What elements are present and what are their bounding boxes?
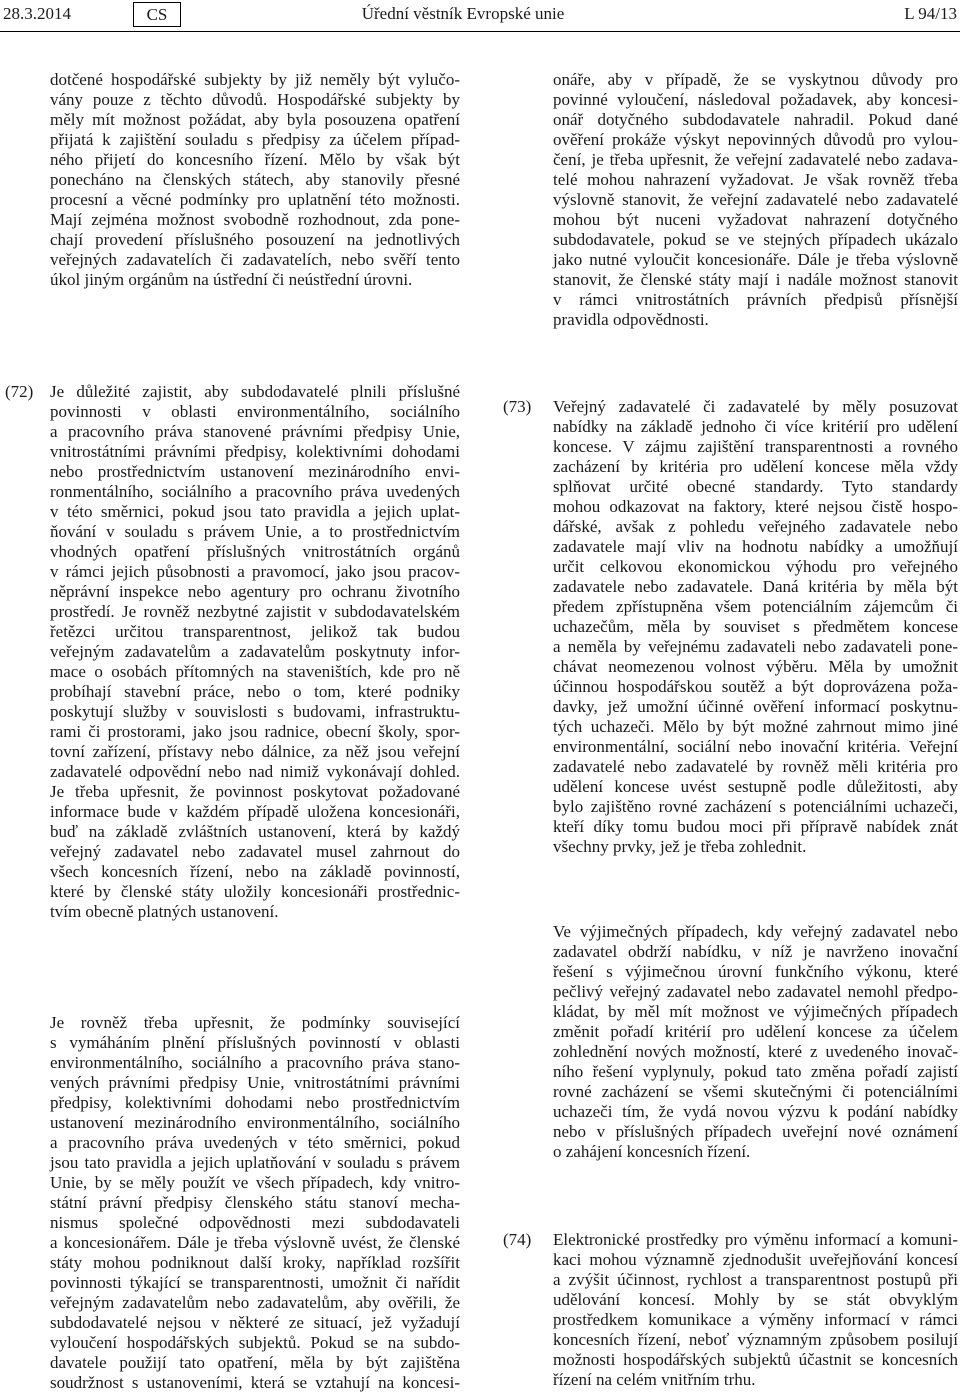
text-line: Je rovněž třeba upřesnit, že podmínky související	[50, 1013, 460, 1032]
text-line: Mají zejména možnost svobodně rozhodnout, zda pone-	[50, 210, 460, 229]
language-code-badge: CS	[133, 2, 181, 27]
text-line: určit celkovou ekonomickou výhodu pro veřejného	[553, 557, 958, 576]
text-line: vených právními předpisy Unie, vnitrostátními právními	[50, 1073, 460, 1092]
text-line: zadavatele nebo zadavatele. Daná kritéria by měla být	[553, 577, 958, 596]
text-line: koncese. V zájmu zajištění transparentnosti a rovného	[553, 437, 958, 456]
text-line: dotčené hospodářské subjekty by již neměly být vylučo-	[50, 70, 460, 89]
text-line: vyloučení hospodářských subjektů. Pokud se na subdo-	[50, 1333, 460, 1352]
text-line: kládat, by měl mít možnost ve výjimečných případech	[553, 1002, 958, 1021]
text-line: kaci mohou významně zjednodušit uveřejňování koncesí	[553, 1250, 958, 1269]
text-line: environmentální, sociální nebo inovační kritéria. Veřejní	[553, 737, 958, 756]
recital-74-number: (74)	[503, 1230, 532, 1249]
text-line: a pracovního práva stanovené právními předpisy Unie,	[50, 422, 460, 441]
text-line: pečlivý veřejný zadavatel nebo zadavatel nemohl předpo-	[553, 982, 958, 1001]
publication-date: 28.3.2014	[3, 4, 71, 23]
text-line: bylo zajištěno rovné zacházení s potenciálními uchazeči,	[553, 797, 958, 816]
text-line: nabídky na základě jednoho či více kritérií pro udělení	[553, 417, 958, 436]
text-line: všechny prvky, jež je třeba zohlednit.	[553, 837, 807, 856]
text-line: veřejným zadavatelům a zadavatelům poskytnuty infor-	[50, 642, 460, 661]
text-line: prostředkem komunikace a výměny informací v rámci	[553, 1310, 958, 1329]
text-line: v rámci vnitrostátních právních předpisů přísnější	[553, 290, 958, 309]
text-line: splňovat určité obecné standardy. Tyto standardy	[553, 477, 958, 496]
text-line: s vymáháním plnění příslušných povinností v oblasti	[50, 1033, 460, 1052]
text-line: možnosti hospodářských subjektů účastnit se koncesních	[553, 1350, 958, 1369]
text-line: udělování koncesí. Mohly by se stát obvyklým	[553, 1290, 958, 1309]
text-line: ňování v souladu s právem Unie, a to prostřednictvím	[50, 522, 460, 541]
text-line: něprávní inspekce nebo agentury pro ochranu životního	[50, 582, 460, 601]
text-line: úkol jiným orgánům na ústřední či neústřední úrovni.	[50, 270, 413, 289]
text-line: o zahájení koncesních řízení.	[553, 1142, 751, 1161]
recital-73-paragraph-1	[553, 397, 958, 857]
text-line: tovní zařízení, přístavy nebo dálnice, za něž jsou veřejní	[50, 742, 460, 761]
text-line: veřejných zadavatelích či zadavatelích, nebo svěří tento	[50, 250, 460, 269]
text-line: jako nutné vyloučit koncesionáře. Dále je třeba výslovně	[553, 250, 958, 269]
text-line: předem zpřístupněna všem potenciálním zájemcům či	[553, 597, 958, 616]
text-line: povinnosti týkající se transparentnosti, umožnit či nařídit	[50, 1273, 460, 1292]
text-line: ponecháno na členských státech, aby stanovily přesné	[50, 170, 460, 189]
text-line: tvím obecně platných ustanovení.	[50, 902, 279, 921]
text-line: subdodavatele, pokud se ve stejných případech ukázalo	[553, 230, 958, 249]
text-line: vhodných opatření příslušných vnitrostátních orgánů	[50, 542, 460, 561]
text-line: procesní a věcné podmínky pro uplatnění této možnosti.	[50, 190, 460, 209]
right-continued-paragraph	[553, 70, 958, 330]
recital-72-number: (72)	[5, 382, 34, 401]
text-line: udělení koncese uvést sestupně podle důležitosti, aby	[553, 777, 958, 796]
text-line: a neměla by veřejnému zadavateli nebo zadavateli pone-	[553, 637, 958, 656]
text-line: měly mít možnost požádat, aby byla posouzena opatření	[50, 110, 460, 129]
text-line: předpisy, kolektivními dohodami nebo prostřednictvím	[50, 1093, 460, 1112]
text-line: tých uchazeči. Mělo by být možné zahrnout mimo jiné	[553, 717, 958, 736]
text-line: chají provedení příslušného posouzení na jednotlivých	[50, 230, 460, 249]
recital-74-paragraph-1	[553, 1230, 958, 1390]
text-line: veřejným zadavatelům nebo zadavatelům, aby ověřili, že	[50, 1293, 460, 1312]
text-line: a pracovního práva uvedených v této směrnici, pokud	[50, 1133, 460, 1152]
text-line: a zvýšit účinnost, rychlost a transparentnost postupů při	[553, 1270, 958, 1289]
text-line: zadavatelé odpovědní nebo nad nimiž vykonávají dohled.	[50, 762, 460, 781]
text-line: čení, je třeba upřesnit, že veřejní zadavatelé nebo zadava-	[553, 150, 958, 169]
text-line: mohou odkazovat na faktory, které nejsou čistě hospo-	[553, 497, 958, 516]
text-line: zadavatele mají vliv na hodnotu nabídky a umožňují	[553, 537, 958, 556]
text-line: zohlednění nových možností, které z uvedeného inovač-	[553, 1042, 958, 1061]
text-line: environmentálního, sociálního a pracovního práva stano-	[50, 1053, 460, 1072]
text-line: mace o osobách přítomných na staveništích, kde pro ně	[50, 662, 460, 681]
text-line: nebo v příslušných případech uveřejní nové oznámení	[553, 1122, 958, 1141]
text-line: koncesních řízení, neboť významným způsobem posilují	[553, 1330, 958, 1349]
text-line: onář dotyčného subdodavatele nahradil. Pokud dané	[553, 110, 958, 129]
text-line: Je důležité zajistit, aby subdodavatelé plnili příslušné	[50, 382, 460, 401]
recital-72-paragraph-2	[50, 1013, 460, 1393]
text-line: zacházení by kritéria pro udělení koncese měla vždy	[553, 457, 958, 476]
text-line: účinnou hospodářskou soutěž a být doprovázena poža-	[553, 677, 958, 696]
text-line: buď na základě zvláštních ustanovení, která by každý	[50, 822, 460, 841]
text-line: zadavatelé nebo zadavatelé by rovněž měli kritéria pro	[553, 757, 958, 776]
recital-73-number: (73)	[503, 397, 532, 416]
text-line: jsou tato pravidla a jejich uplatňování v souladu s právem	[50, 1153, 460, 1172]
text-line: státy mohou podniknout další kroky, například rozšířit	[50, 1253, 460, 1272]
text-line: uchazečům, měla by souviset s předmětem koncese	[553, 617, 958, 636]
text-line: ověření prokáže výskyt nepovinných důvodů pro vylou-	[553, 130, 958, 149]
text-line: rovné zacházení se všemi skutečnými či potenciálními	[553, 1082, 958, 1101]
text-line: ronmentálního, sociálního a pracovního práva uvedených	[50, 482, 460, 501]
text-line: ního řešení vyplynuly, pokud tato změna pořadí zajistí	[553, 1062, 958, 1081]
text-line: přijatá k zajištění souladu s předpisy za účelem případ-	[50, 130, 460, 149]
text-line: onáře, aby v případě, že se vyskytnou důvody pro	[553, 70, 958, 89]
text-line: řízení na celém vnitřním trhu.	[553, 1370, 756, 1389]
text-line: poskytují služby v souvislosti s budovami, infrastruktu-	[50, 702, 460, 721]
text-line: pravidla odpovědnosti.	[553, 310, 709, 329]
issue-page-reference: L 94/13	[904, 4, 957, 23]
text-line: stanovit, že členské státy mají i nadále možnost stanovit	[553, 270, 958, 289]
text-line: ustanovení mezinárodního environmentálního, sociálního	[50, 1113, 460, 1132]
text-line: Ve výjimečných případech, kdy veřejný zadavatel nebo	[553, 922, 958, 941]
text-line: dářské, avšak z pohledu veřejného zadavatele nebo	[553, 517, 958, 536]
text-line: povinné vyloučení, následoval požadavek, aby koncesi-	[553, 90, 958, 109]
text-line: veřejný zadavatel nebo zadavatel musel zahrnout do	[50, 842, 460, 861]
text-line: kteří díky tomu budou moci při přípravě nabídek znát	[553, 817, 958, 836]
text-line: Veřejný zadavatelé či zadavatelé by měly posuzovat	[553, 397, 958, 416]
text-line: rami či prostorami, jako jsou radnice, obecní školy, spor-	[50, 722, 460, 741]
journal-title: Úřední věstník Evropské unie	[361, 4, 565, 23]
text-line: uchazeči tím, že vydá novou výzvu k podání nabídky	[553, 1102, 958, 1121]
text-line: nismus společné odpovědnosti mezi subdodavateli	[50, 1213, 460, 1232]
text-line: vány pouze z těchto důvodů. Hospodářské subjekty by	[50, 90, 460, 109]
text-line: řešení s výjimečnou úrovní funkčního výkonu, které	[553, 962, 958, 981]
recital-72-paragraph-1	[50, 382, 460, 922]
text-line: které by členské státy uložily koncesionáři prostřednic-	[50, 882, 460, 901]
text-line: výslovně stanovit, že veřejní zadavatelé nebo zadavatelé	[553, 190, 958, 209]
text-line: všech koncesních řízení, nebo na základě povinností,	[50, 862, 460, 881]
text-line: povinnosti v oblasti environmentálního, sociálního	[50, 402, 460, 421]
text-line: probíhají stavební práce, nebo o tom, které podniky	[50, 682, 460, 701]
left-continued-paragraph	[50, 70, 460, 290]
text-line: soudržnost s ustanoveními, která se vztahují na koncesi-	[50, 1373, 460, 1392]
text-line: Je třeba upřesnit, že povinnost poskytovat požadované	[50, 782, 460, 801]
text-line: vnitrostátními právními předpisy, kolektivními dohodami	[50, 442, 460, 461]
text-line: chávat neomezenou volnost výběru. Měla by umožnit	[553, 657, 958, 676]
text-line: ného přijetí do koncesního řízení. Mělo by však být	[50, 150, 460, 169]
text-line: Unie, by se měly použít ve všech případech, kdy vnitro-	[50, 1173, 460, 1192]
text-line: telé mohou nahrazení vyžadovat. Je však rovněž třeba	[553, 170, 958, 189]
text-line: informace bude v každém případě uložena koncesionáři,	[50, 802, 460, 821]
text-line: nebo prostřednictvím ustanovení mezinárodního envi-	[50, 462, 460, 481]
text-line: řetězci určitou transparentnost, jelikož tak budou	[50, 622, 460, 641]
text-line: státní právní předpisy členského státu stanoví mecha-	[50, 1193, 460, 1212]
header-rule	[0, 31, 960, 32]
text-line: Elektronické prostředky pro výměnu informací a komuni-	[553, 1230, 958, 1249]
text-line: subdodavatelé nejsou v některé ze situací, jež vyžadují	[50, 1313, 460, 1332]
text-line: prostředí. Je rovněž nezbytné zajistit v subdodavatelském	[50, 602, 460, 621]
recital-73-paragraph-2	[553, 922, 958, 1162]
text-line: davky, jež umožní účinné ověření informací poskytnu-	[553, 697, 958, 716]
text-line: mohou být nuceni vyžadovat nahrazení dotyčného	[553, 210, 958, 229]
text-line: zadavatel obdrží nabídku, v níž je navrženo inovační	[553, 942, 958, 961]
text-line: davatele použijí tato opatření, měla by být zajištěna	[50, 1353, 460, 1372]
text-line: v rámci jejich působnosti a pravomocí, jako jsou pracov-	[50, 562, 460, 581]
text-line: v této směrnici, pokud jsou tato pravidla a jejich uplat-	[50, 502, 460, 521]
text-line: a koncesionářem. Dále je třeba výslovně uvést, že členské	[50, 1233, 460, 1252]
text-line: změnit pořadí kritérií pro udělení koncese za účelem	[553, 1022, 958, 1041]
